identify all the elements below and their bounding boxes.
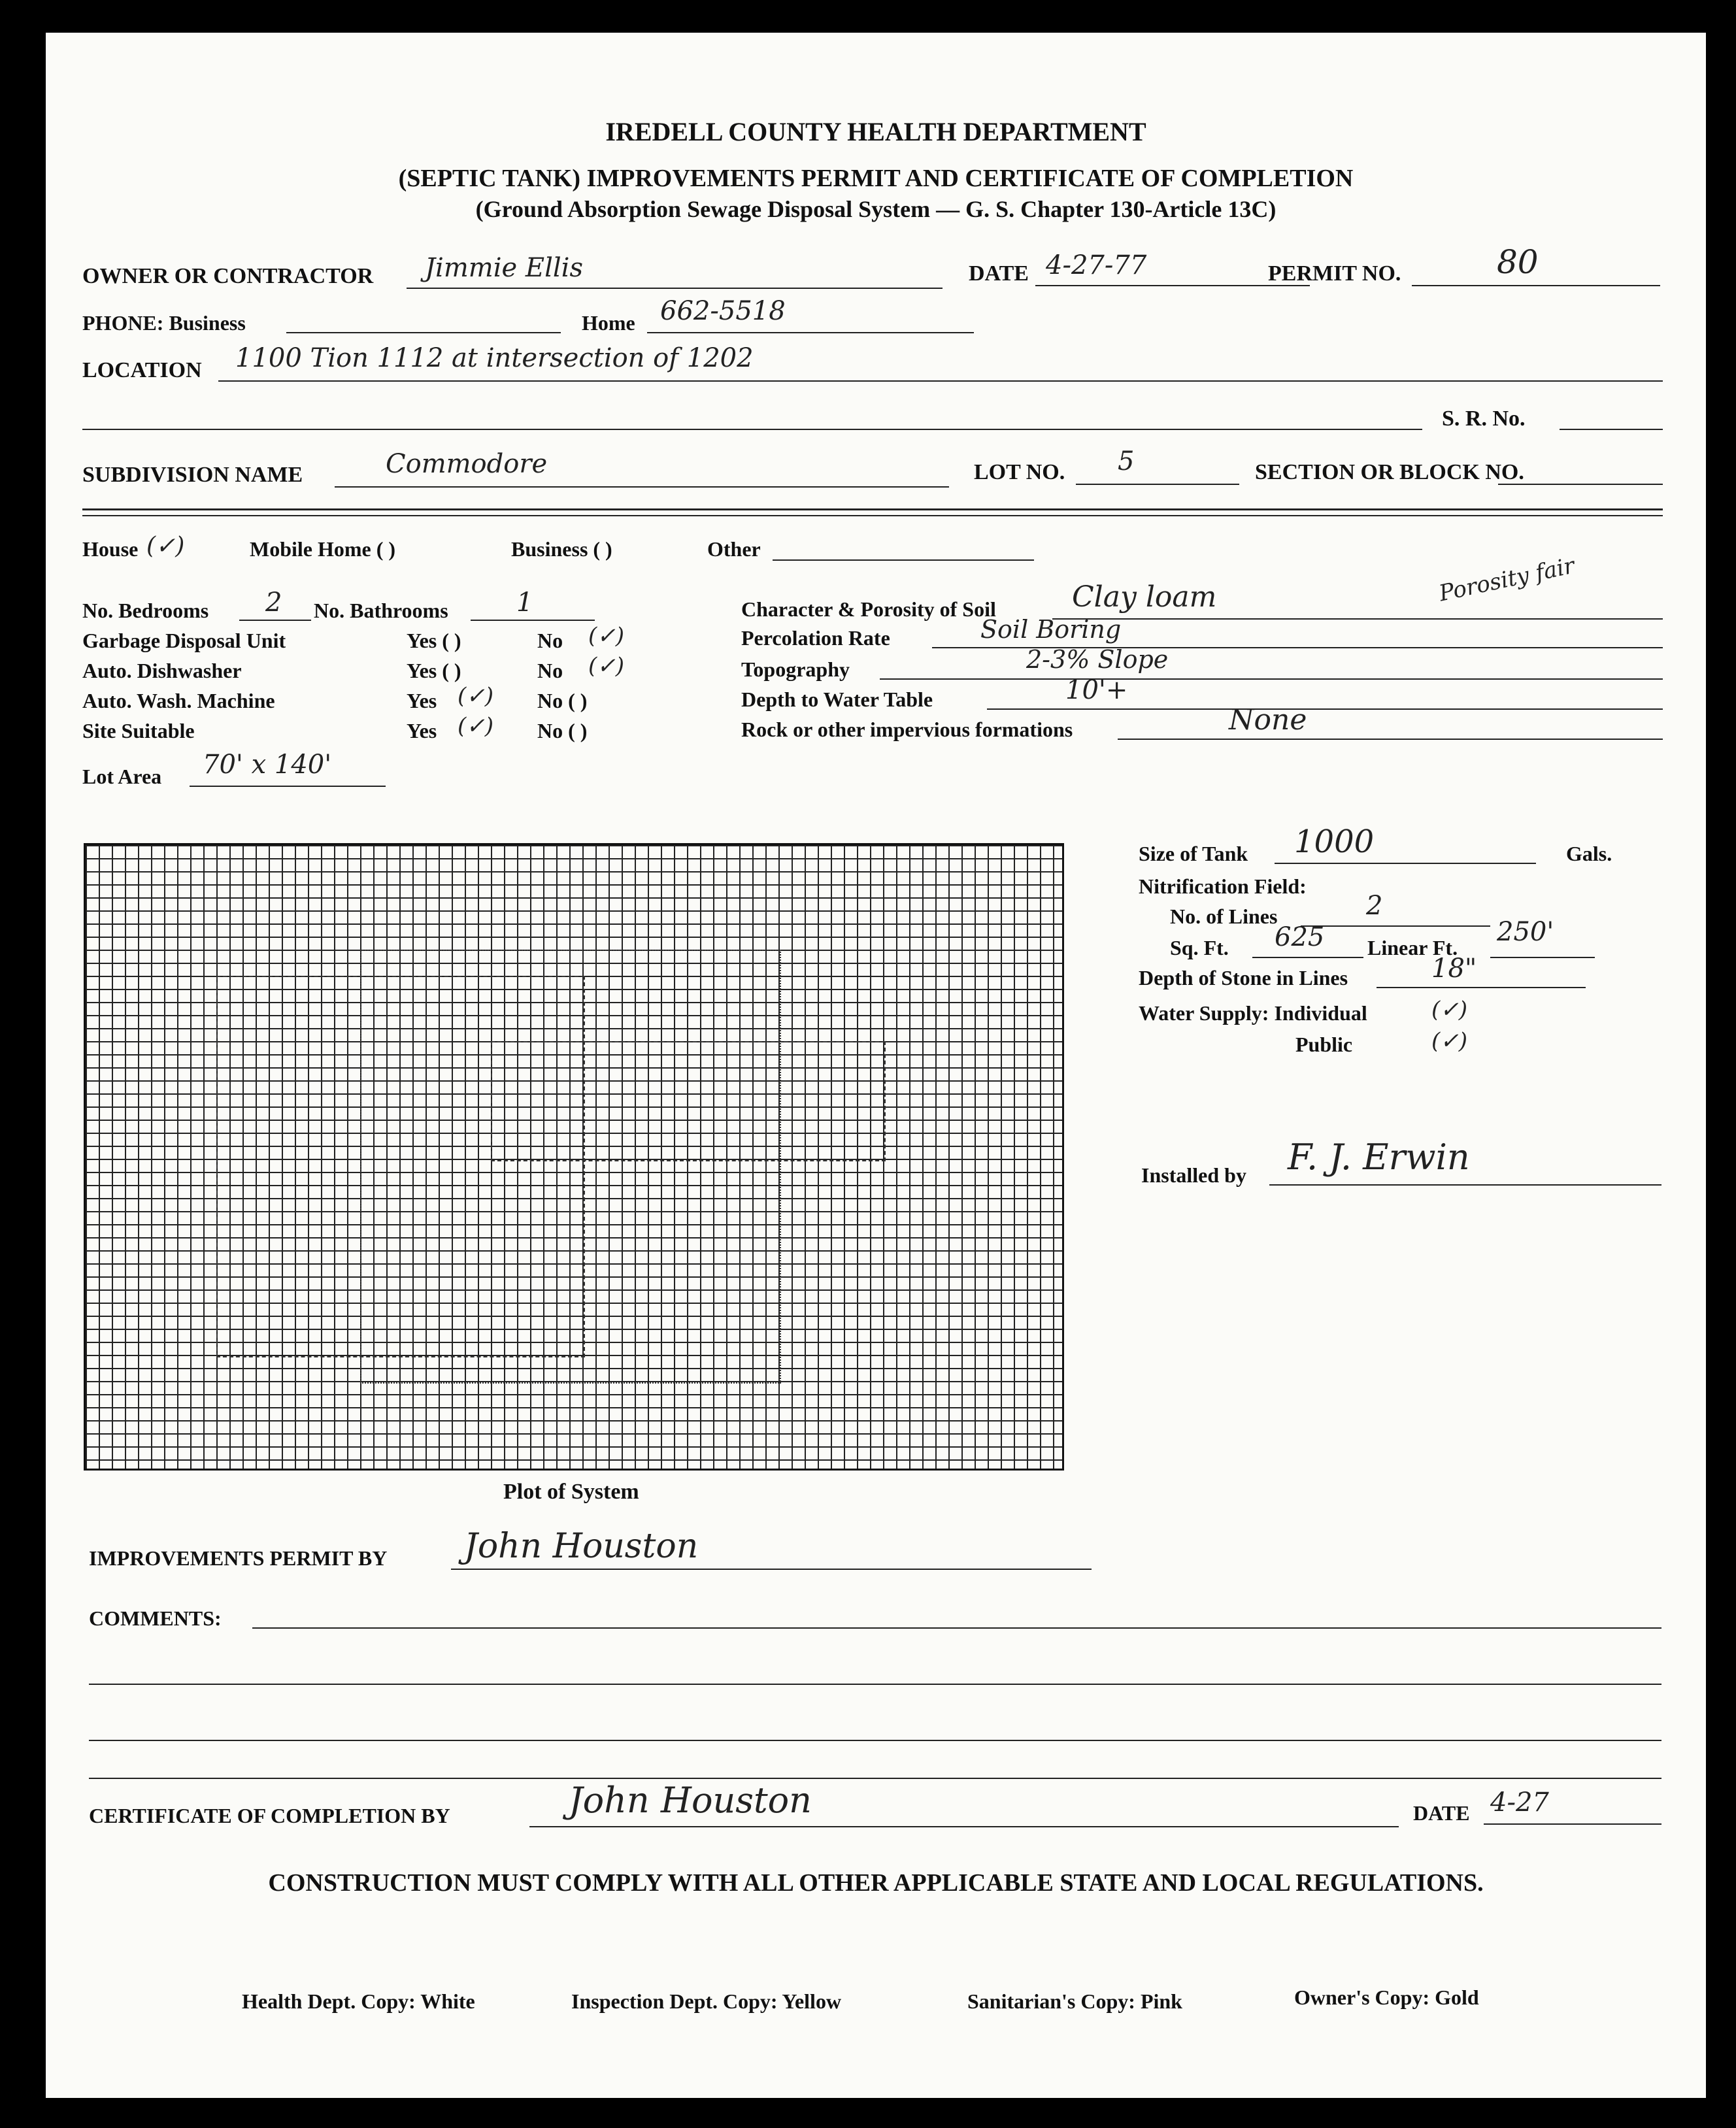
copy-health: Health Dept. Copy: White: [242, 1989, 475, 2013]
topo-value[interactable]: 2-3% Slope: [1026, 645, 1169, 674]
plot-caption: Plot of System: [503, 1480, 639, 1504]
location-line-2: [82, 429, 1422, 430]
phone-home-label: Home: [582, 311, 635, 335]
copy-owner: Owner's Copy: Gold: [1294, 1986, 1479, 2009]
sr-no-label: S. R. No.: [1442, 407, 1526, 431]
form-title: IREDELL COUNTY HEALTH DEPARTMENT: [605, 117, 1146, 146]
porosity-value[interactable]: Porosity fair: [1437, 552, 1577, 607]
plot-grid: [84, 843, 1064, 1471]
improvements-by-line: [451, 1569, 1092, 1570]
sqft-line: [1252, 957, 1363, 958]
lot-no-value[interactable]: 5: [1118, 446, 1135, 476]
owner-value[interactable]: Jimmie Ellis: [425, 253, 583, 283]
certificate-by-line: [529, 1826, 1399, 1827]
lines-value[interactable]: 2: [1366, 891, 1383, 921]
wash-machine-yes-check[interactable]: (✓): [458, 683, 494, 709]
site-suitable-label: Site Suitable: [82, 719, 195, 742]
section-line: [1498, 484, 1663, 485]
water-public-label: Public: [1295, 1033, 1353, 1056]
linear-line: [1490, 957, 1595, 958]
sqft-value[interactable]: 625: [1275, 922, 1325, 952]
certificate-date-value[interactable]: 4-27: [1490, 1787, 1549, 1818]
soil-value[interactable]: Clay loam: [1072, 580, 1217, 614]
stone-value[interactable]: 18": [1431, 954, 1477, 984]
lot-no-label: LOT NO.: [974, 460, 1065, 484]
certificate-date-label: DATE: [1413, 1801, 1470, 1825]
business-label: Business ( ): [511, 537, 612, 561]
wash-machine-no[interactable]: No ( ): [537, 689, 588, 712]
subdivision-value[interactable]: Commodore: [386, 449, 548, 479]
subdivision-label: SUBDIVISION NAME: [82, 463, 303, 487]
tank-size-line: [1275, 863, 1536, 864]
permit-no-label: PERMIT NO.: [1268, 261, 1401, 286]
section-label: SECTION OR BLOCK NO.: [1255, 460, 1524, 484]
bathrooms-line: [471, 620, 595, 621]
improvements-by-signature[interactable]: John Houston: [464, 1527, 699, 1566]
dishwasher-no-check[interactable]: (✓): [588, 653, 625, 679]
lines-label: No. of Lines: [1170, 905, 1278, 928]
comments-line-1: [252, 1627, 1661, 1629]
phone-business-line: [286, 332, 561, 333]
other-label: Other: [707, 537, 761, 561]
installed-by-label: Installed by: [1141, 1163, 1246, 1187]
stone-label: Depth of Stone in Lines: [1139, 966, 1348, 989]
lot-area-label: Lot Area: [82, 765, 162, 788]
topo-label: Topography: [741, 657, 850, 681]
plot-sketch-field: [360, 950, 781, 1384]
soil-label: Character & Porosity of Soil: [741, 597, 996, 621]
dishwasher-yes[interactable]: Yes ( ): [407, 659, 461, 682]
location-value[interactable]: 1100 Tion 1112 at intersection of 1202: [235, 343, 754, 373]
rock-value[interactable]: None: [1229, 703, 1307, 737]
wash-machine-yes-label: Yes: [407, 689, 437, 712]
water-table-label: Depth to Water Table: [741, 688, 933, 711]
dishwasher-no-label: No: [537, 659, 563, 682]
regulations-notice: CONSTRUCTION MUST COMPLY WITH ALL OTHER APPLICABLE STATE AND LOCAL REGULATIONS.: [268, 1869, 1484, 1897]
site-suitable-yes-check[interactable]: (✓): [458, 713, 494, 739]
form-subtitle: (SEPTIC TANK) IMPROVEMENTS PERMIT AND CERTIFICATE OF COMPLETION: [398, 165, 1354, 192]
copy-inspection: Inspection Dept. Copy: Yellow: [571, 1989, 842, 2013]
other-line: [773, 559, 1034, 561]
linear-label: Linear Ft.: [1367, 936, 1458, 959]
garbage-no-check[interactable]: (✓): [588, 623, 625, 649]
stone-line: [1377, 987, 1586, 988]
permit-form: [46, 33, 1706, 2098]
bedrooms-line: [239, 620, 311, 621]
water-individual-label: Water Supply: Individual: [1139, 1001, 1367, 1025]
water-table-line: [987, 708, 1663, 710]
phone-home-line: [647, 332, 974, 333]
sqft-label: Sq. Ft.: [1170, 936, 1229, 959]
garbage-label: Garbage Disposal Unit: [82, 629, 286, 652]
nitrification-label: Nitrification Field:: [1139, 874, 1307, 898]
site-suitable-yes-label: Yes: [407, 719, 437, 742]
bedrooms-label: No. Bedrooms: [82, 599, 209, 622]
gals-label: Gals.: [1566, 842, 1612, 865]
water-individual-check[interactable]: (✓): [1431, 997, 1468, 1023]
dishwasher-label: Auto. Dishwasher: [82, 659, 242, 682]
bathrooms-label: No. Bathrooms: [314, 599, 448, 622]
water-public-check[interactable]: (✓): [1431, 1028, 1468, 1054]
rock-label: Rock or other impervious formations: [741, 718, 1073, 741]
tank-size-label: Size of Tank: [1139, 842, 1248, 865]
phone-business-label: PHONE: Business: [82, 311, 246, 335]
site-suitable-no[interactable]: No ( ): [537, 719, 588, 742]
comments-line-3: [89, 1740, 1661, 1741]
wash-machine-label: Auto. Wash. Machine: [82, 689, 275, 712]
lines-line: [1301, 925, 1490, 927]
separator-1: [82, 508, 1663, 510]
subdivision-line: [335, 486, 949, 488]
house-label: House: [82, 537, 139, 561]
comments-line-2: [89, 1684, 1661, 1685]
certificate-by-signature[interactable]: John Houston: [569, 1780, 812, 1821]
bedrooms-value[interactable]: 2: [265, 588, 282, 618]
installed-by-line: [1269, 1184, 1661, 1186]
topo-line: [880, 678, 1663, 680]
lot-area-value[interactable]: 70' x 140': [203, 750, 332, 780]
separator-2: [82, 515, 1663, 516]
sr-no-line: [1560, 429, 1663, 430]
copy-sanitarian: Sanitarian's Copy: Pink: [967, 1989, 1182, 2013]
house-check[interactable]: (✓): [146, 533, 185, 559]
comments-label: COMMENTS:: [89, 1606, 222, 1630]
certificate-by-label: CERTIFICATE OF COMPLETION BY: [89, 1804, 450, 1827]
installed-by-signature[interactable]: F. J. Erwin: [1288, 1137, 1470, 1178]
lot-no-line: [1076, 484, 1239, 485]
permit-no-line: [1412, 285, 1660, 286]
garbage-yes[interactable]: Yes ( ): [407, 629, 461, 652]
perc-label: Percolation Rate: [741, 626, 890, 650]
soil-line: [1052, 618, 1663, 620]
date-value[interactable]: 4-27-77: [1046, 250, 1147, 280]
owner-line: [407, 288, 943, 289]
linear-value[interactable]: 250': [1497, 917, 1554, 947]
lot-area-line: [190, 786, 386, 787]
comments-line-4: [89, 1778, 1661, 1779]
location-line: [218, 380, 1663, 382]
bathrooms-value[interactable]: 1: [516, 588, 533, 618]
mobile-home-label: Mobile Home ( ): [250, 537, 396, 561]
rock-line: [1118, 739, 1663, 740]
perc-value[interactable]: Soil Boring: [980, 615, 1122, 644]
permit-no-value[interactable]: 80: [1497, 243, 1539, 281]
certificate-date-line: [1484, 1823, 1661, 1825]
form-subtitle-statute: (Ground Absorption Sewage Disposal System — G. S. Chapter 130-Article 13C): [475, 196, 1277, 222]
tank-size-value[interactable]: 1000: [1294, 823, 1375, 860]
date-label: DATE: [969, 261, 1029, 286]
owner-label: OWNER OR CONTRACTOR: [82, 264, 374, 288]
phone-home-value[interactable]: 662-5518: [660, 296, 786, 326]
improvements-by-label: IMPROVEMENTS PERMIT BY: [89, 1546, 388, 1570]
water-table-value[interactable]: 10'+: [1065, 675, 1128, 705]
garbage-no-label: No: [537, 629, 563, 652]
location-label: LOCATION: [82, 358, 202, 382]
